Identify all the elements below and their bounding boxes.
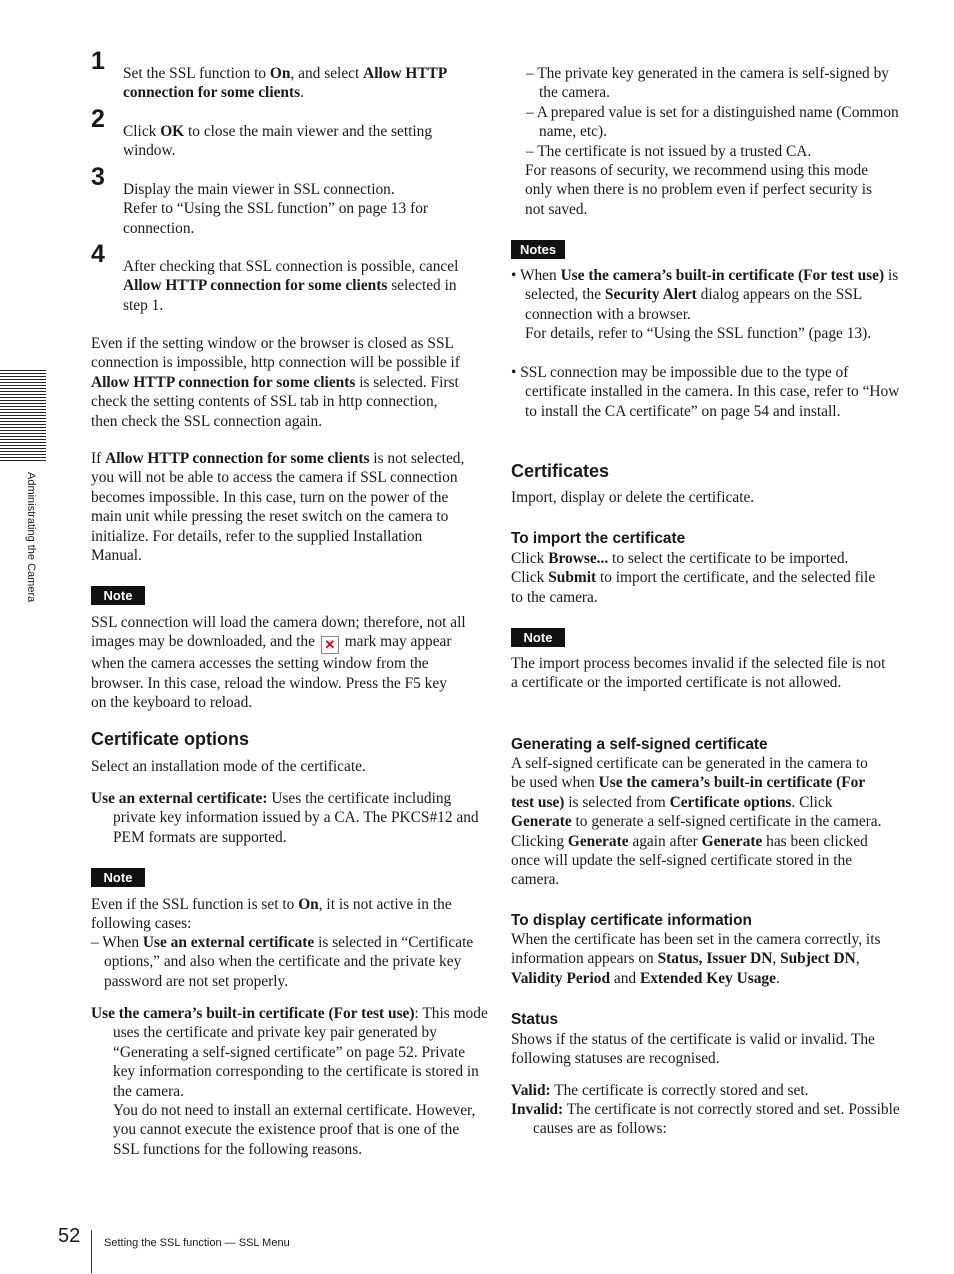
paragraph: Even if the setting window or the browser is closed as SSL connection is impossible, http connection will be possible if Allow HTTP connection for some clients is selected. First check the setting contents of SSL tab in http connection, then check the SSL connection again. — [91, 335, 460, 430]
note-text-part: SSL connection will load the camera down; therefore, not all images may be downloaded, and the — [91, 614, 466, 651]
footer-divider — [91, 1230, 92, 1273]
notes-item: • SSL connection may be impossible due to the type of certificate installed in the camera. In this case, refer to “How to install the CA certificate” on page 54 and install. — [511, 364, 900, 420]
broken-image-x-icon: ✕ — [321, 636, 339, 654]
note-text: The import process becomes invalid if the selected file is not a certificate or the imported certificate is not allowed. — [511, 655, 886, 692]
step-text: After checking that SSL connection is possible, cancel Allow HTTP connection for some clients selected in step 1. — [123, 258, 459, 314]
step-number: 2 — [91, 105, 105, 133]
reason-item: – The certificate is not issued by a trusted CA. — [526, 143, 812, 160]
definition-item: Use an external certificate: Uses the certificate including private key information issued by a CA. The PKCS#12 and PEM formats are supported. — [91, 790, 479, 846]
paragraph: Shows if the status of the certificate is valid or invalid. The following statuses are recognised. — [511, 1031, 875, 1068]
paragraph: Import, display or delete the certificate. — [511, 489, 755, 506]
note-text: Even if the SSL function is set to On, it is not active in the following cases: — [91, 896, 452, 933]
notes-item: • When Use the camera’s built-in certificate (For test use) is selected, the Security Alert dialog appears on the SSL connection with a browser. For details, refer to “Using the SSL function” (page 13). — [511, 267, 899, 343]
definition-item: Use the camera’s built-in certificate (For test use): This mode uses the certificate and private key pair generated by “Generating a self-signed certificate” on page 52. Private key information corresponding to the certificate is stored in the camera. You do not need to install an external certificate. However, you cannot execute the existence proof that is one of the SSL functions for the following reasons. — [91, 1005, 488, 1158]
page-number: 52 — [58, 1225, 81, 1247]
section-heading: Certificates — [511, 461, 610, 481]
paragraph: When the certificate has been set in the camera correctly, its information appears on Status, Issuer DN, Subject DN, Validity Period and Extended Key Usage. — [511, 931, 881, 987]
step-text: Click OK to close the main viewer and the setting window. — [123, 123, 433, 160]
subheading: Status — [511, 1011, 559, 1028]
status-invalid: Invalid: The certificate is not correctly stored and set. Possible causes are as follows: — [511, 1101, 900, 1138]
paragraph: If Allow HTTP connection for some clients is not selected, you will not be able to access the camera if SSL connection becomes impossible. In this case, turn on the power of the main unit while pressing the reset switch on the camera to initialize. For details, refer to the supplied Installation Manual. — [91, 450, 465, 565]
note-badge: Note — [511, 628, 565, 647]
subheading: Generating a self-signed certificate — [511, 736, 768, 753]
notes-badge: Notes — [511, 240, 565, 259]
step-number: 3 — [91, 163, 105, 191]
chapter-side-label: Administrating the Camera — [25, 472, 37, 603]
note-text — [91, 613, 466, 713]
reason-item: – A prepared value is set for a distinguished name (Common name, etc). — [526, 104, 899, 141]
note-badge: Note — [91, 586, 145, 605]
step-number: 1 — [91, 47, 105, 75]
running-footer: Setting the SSL function — SSL Menu — [104, 1237, 290, 1249]
step-number: 4 — [91, 240, 105, 268]
reason-item: – The private key generated in the camera is self-signed by the camera. — [526, 65, 889, 102]
paragraph: Click Browse... to select the certificate to be imported. Click Submit to import the certificate, and the selected file to the camera. — [511, 550, 876, 606]
paragraph: A self-signed certificate can be generated in the camera to be used when Use the camera’s built-in certificate (For test use) is selected from Certificate options. Click Generate to generate a self-signed certificate in the camera. Clicking Generate again after Generate has been clicked once will update the self-signed certificate stored in the camera. — [511, 755, 882, 889]
step-text: Display the main viewer in SSL connection. Refer to “Using the SSL function” on page 13 for connection. — [123, 181, 429, 237]
note-list-item: – When Use an external certificate is selected in “Certificate options,” and also when the certificate and the private key password are not set properly. — [91, 934, 474, 990]
status-valid: Valid: The certificate is correctly stored and set. — [511, 1082, 809, 1099]
section-heading: Certificate options — [91, 729, 250, 749]
subheading: To import the certificate — [511, 530, 686, 547]
note-badge: Note — [91, 868, 145, 887]
paragraph: Select an installation mode of the certificate. — [91, 758, 366, 775]
step-text: Set the SSL function to On, and select Allow HTTP connection for some clients. — [123, 65, 447, 102]
chapter-tab-marker — [0, 370, 46, 462]
paragraph: For reasons of security, we recommend using this mode only when there is no problem even if perfect security is not saved. — [525, 162, 873, 218]
note-text-part: mark may appear when the camera accesses the setting window from the browser. In this case, reload the window. Press the F5 key on the keyboard to reload. — [91, 633, 452, 712]
subheading: To display certificate information — [511, 912, 752, 929]
